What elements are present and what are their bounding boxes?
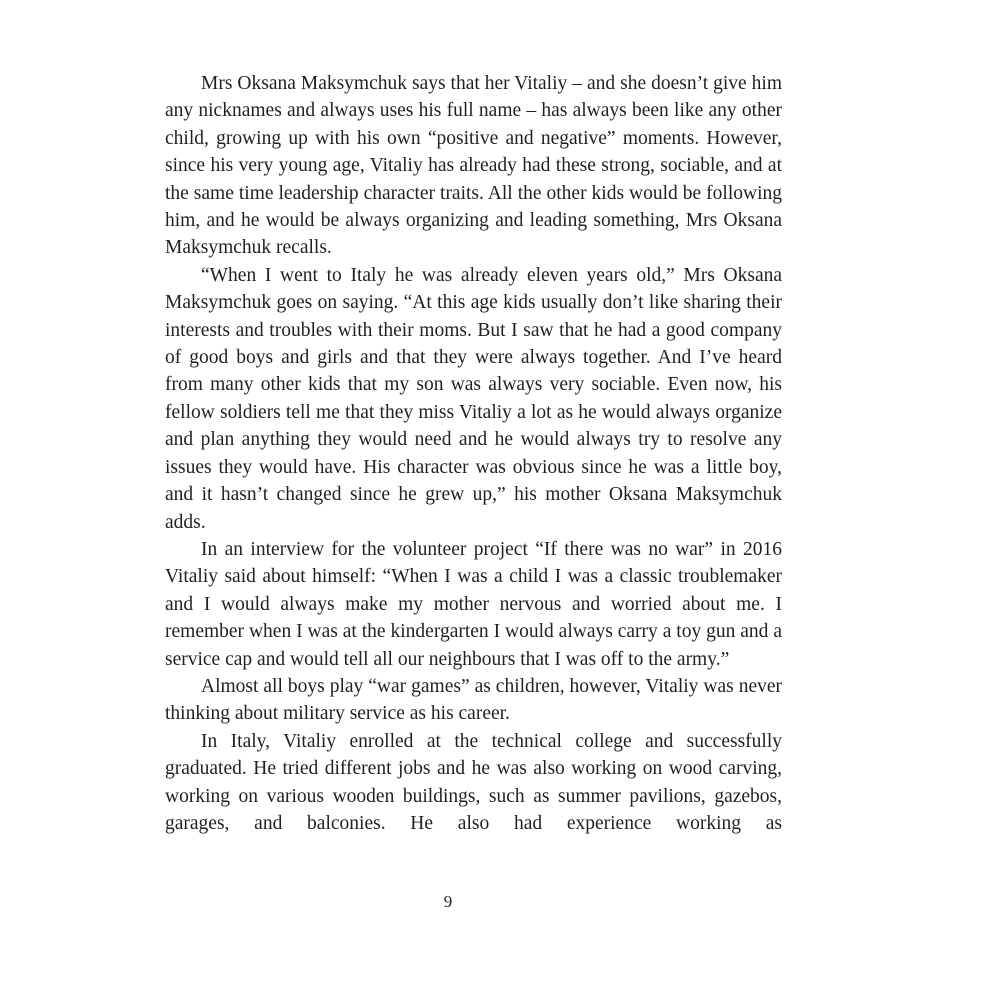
body-text bbox=[165, 70, 782, 837]
paragraph-4: Almost all boys play “war games” as children, however, Vitaliy was never thinking about military service as his career. bbox=[165, 675, 782, 725]
paragraph-5: In Italy, Vitaliy enrolled at the technical college and successfully graduated. He tried different jobs and he was also working on wood carving, working on various wooden buildings, such as summer pavilions, gazebos, garages, and balconies. He also had experience working as bbox=[165, 730, 782, 834]
paragraph-1: Mrs Oksana Maksymchuk says that her Vitaliy – and she doesn’t give him any nicknames and always uses his full name – has always been like any other child, growing up with his own “positive and negative” moments. However, since his very young age, Vitaliy has already had these strong, sociable, and at the same time leadership character traits. All the other kids would be following him, and he would be always organizing and leading something, Mrs Oksana Maksymchuk recalls. bbox=[165, 73, 782, 259]
page-number: 9 bbox=[443, 892, 453, 911]
paragraph-3: In an interview for the volunteer project “If there was no war” in 2016 Vitaliy said about himself: “When I was a child I was a classic troublemaker and I would always make my mother nervous and worried about me. I remember when I was at the kindergarten I would always carry a toy gun and a service cap and would tell all our neighbours that I was off to the army.” bbox=[165, 538, 782, 670]
paragraph-2: “When I went to Italy he was already eleven years old,” Mrs Oksana Maksymchuk goes on saying. “At this age kids usually don’t like sharing their interests and troubles with their moms. But I saw that he had a good company of good boys and girls and that they were always together. And I’ve heard from many other kids that my son was always very sociable. Even now, his fellow soldiers tell me that they miss Vitaliy a lot as he would always organize and plan anything they would need and he would always try to resolve any issues they would have. His character was obvious since he was a little boy, and it hasn’t changed since he grew up,” his mother Oksana Maksymchuk adds. bbox=[165, 264, 782, 533]
